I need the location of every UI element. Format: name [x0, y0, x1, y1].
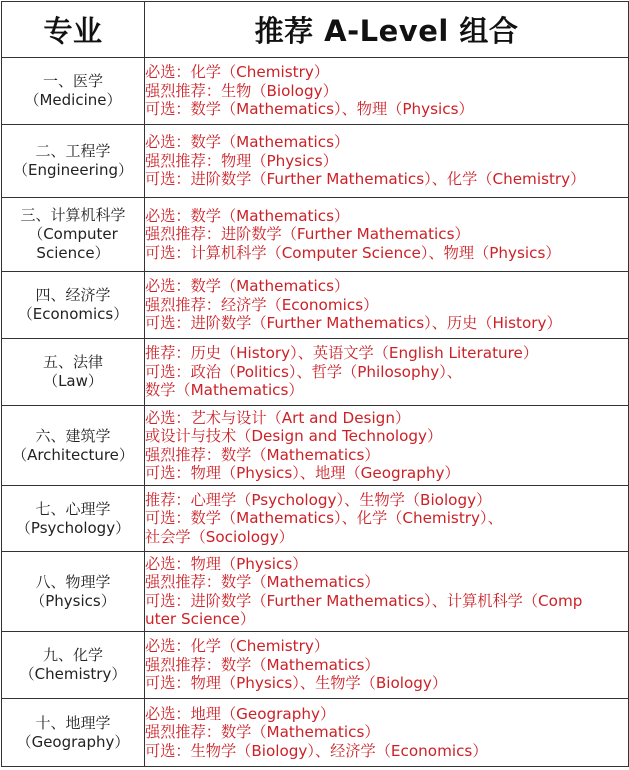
combo-line: 强烈推荐：数学（Mathematics）	[145, 723, 380, 742]
major-label: （Psychology）	[15, 518, 131, 537]
table-row	[2, 406, 629, 486]
major-cell	[2, 125, 145, 198]
combo-line: 可选：进阶数学（Further Mathematics）、历史（History）	[145, 314, 562, 333]
combo-line: 强烈推荐：经济学（Economics）	[145, 295, 379, 314]
major-label: 二、工程学	[35, 142, 111, 160]
major-label: （Computer	[28, 225, 118, 243]
table-row	[2, 486, 629, 552]
combo-line: 可选：物理（Physics）、生物学（Biology）	[145, 674, 448, 693]
major-cell	[2, 272, 145, 339]
combo-line: uter Science）	[145, 609, 256, 628]
major-label: 八、物理学	[35, 572, 111, 591]
combo-cell	[145, 406, 629, 486]
major-label: （Architecture）	[12, 445, 134, 464]
combo-line: 推荐：心理学（Psychology）、生物学（Biology）	[145, 490, 492, 509]
combo-line: 可选：生物学（Biology）、经济学（Economics）	[145, 741, 488, 760]
major-label: （Law）	[43, 372, 103, 390]
combo-line: 强烈推荐：数学（Mathematics）	[145, 445, 380, 464]
combo-cell	[145, 58, 629, 125]
combo-cell	[145, 272, 629, 339]
combo-line: 可选：数学（Mathematics）、化学（Chemistry）、	[145, 509, 503, 528]
combo-line: 可选：计算机科学（Computer Science）、物理（Physics）	[145, 243, 561, 262]
major-label: （Engineering）	[12, 161, 133, 179]
combo-line: 可选：进阶数学（Further Mathematics）、化学（Chemistry）	[145, 170, 586, 189]
combo-line: 必选：化学（Chemistry）	[145, 63, 330, 82]
table-row	[2, 699, 629, 767]
combo-line: 可选：政治（Politics）、哲学（Philosophy）、	[145, 362, 462, 381]
table-row	[2, 339, 629, 406]
major-label: 三、计算机科学	[20, 206, 126, 224]
combo-cell	[145, 339, 629, 406]
major-label: Science）	[36, 244, 110, 262]
combo-line: 必选：数学（Mathematics）	[145, 133, 350, 152]
combo-line: 或设计与技术（Design and Technology）	[145, 427, 443, 446]
header-combo: 推荐 A-Level 组合	[145, 2, 629, 58]
combo-cell	[145, 125, 629, 198]
major-label: 六、建筑学	[35, 426, 111, 445]
combo-line: 必选：艺术与设计（Art and Design）	[145, 408, 411, 427]
combo-line: 必选：数学（Mathematics）	[145, 277, 350, 296]
combo-line: 可选：数学（Mathematics）、物理（Physics）	[145, 100, 474, 119]
table-row	[2, 632, 629, 699]
combo-line: 推荐：历史（History）、英语文学（English Literature）	[145, 344, 539, 363]
header-major: 专业	[2, 2, 145, 58]
combo-cell	[145, 198, 629, 272]
major-cell	[2, 632, 145, 699]
recommendation-table	[1, 1, 629, 767]
table-header-row	[2, 2, 629, 58]
combo-line: 强烈推荐：数学（Mathematics）	[145, 655, 380, 674]
major-cell	[2, 406, 145, 486]
major-label: 十、地理学	[35, 713, 111, 732]
major-label: （Medicine）	[24, 91, 122, 109]
combo-cell	[145, 632, 629, 699]
combo-line: 必选：化学（Chemistry）	[145, 637, 330, 656]
major-cell	[2, 552, 145, 632]
table-body	[2, 58, 629, 767]
major-cell	[2, 486, 145, 552]
table-row	[2, 198, 629, 272]
combo-line: 必选：地理（Geography）	[145, 704, 336, 723]
major-label: （Geography）	[16, 732, 130, 751]
table-row	[2, 58, 629, 125]
combo-line: 必选：数学（Mathematics）	[145, 206, 350, 225]
combo-line: 可选：进阶数学（Further Mathematics）、计算机科学（Comp	[145, 591, 583, 610]
combo-cell	[145, 552, 629, 632]
major-cell	[2, 339, 145, 406]
combo-line: 强烈推荐：生物（Biology）	[145, 81, 338, 100]
table-row	[2, 552, 629, 632]
table-row	[2, 125, 629, 198]
major-label: （Physics）	[30, 591, 116, 610]
combo-cell	[145, 699, 629, 767]
major-label: 五、法律	[42, 353, 103, 371]
combo-line: 必选：物理（Physics）	[145, 554, 308, 573]
major-cell	[2, 198, 145, 272]
major-label: 一、医学	[42, 72, 103, 90]
major-label: （Chemistry）	[19, 665, 127, 683]
major-label: 七、心理学	[35, 499, 111, 518]
combo-line: 数学（Mathematics）	[145, 381, 304, 400]
major-label: 四、经济学	[35, 286, 111, 304]
major-label: （Economics）	[17, 305, 129, 323]
major-cell	[2, 58, 145, 125]
major-cell	[2, 699, 145, 767]
table-row	[2, 272, 629, 339]
combo-line: 强烈推荐：数学（Mathematics）	[145, 573, 380, 592]
major-label: 九、化学	[42, 646, 103, 664]
combo-cell	[145, 486, 629, 552]
combo-line: 强烈推荐：进阶数学（Further Mathematics）	[145, 225, 470, 244]
combo-line: 可选：物理（Physics）、地理（Geography）	[145, 463, 460, 482]
combo-line: 社会学（Sociology）	[145, 527, 294, 546]
combo-line: 强烈推荐：物理（Physics）	[145, 151, 338, 170]
